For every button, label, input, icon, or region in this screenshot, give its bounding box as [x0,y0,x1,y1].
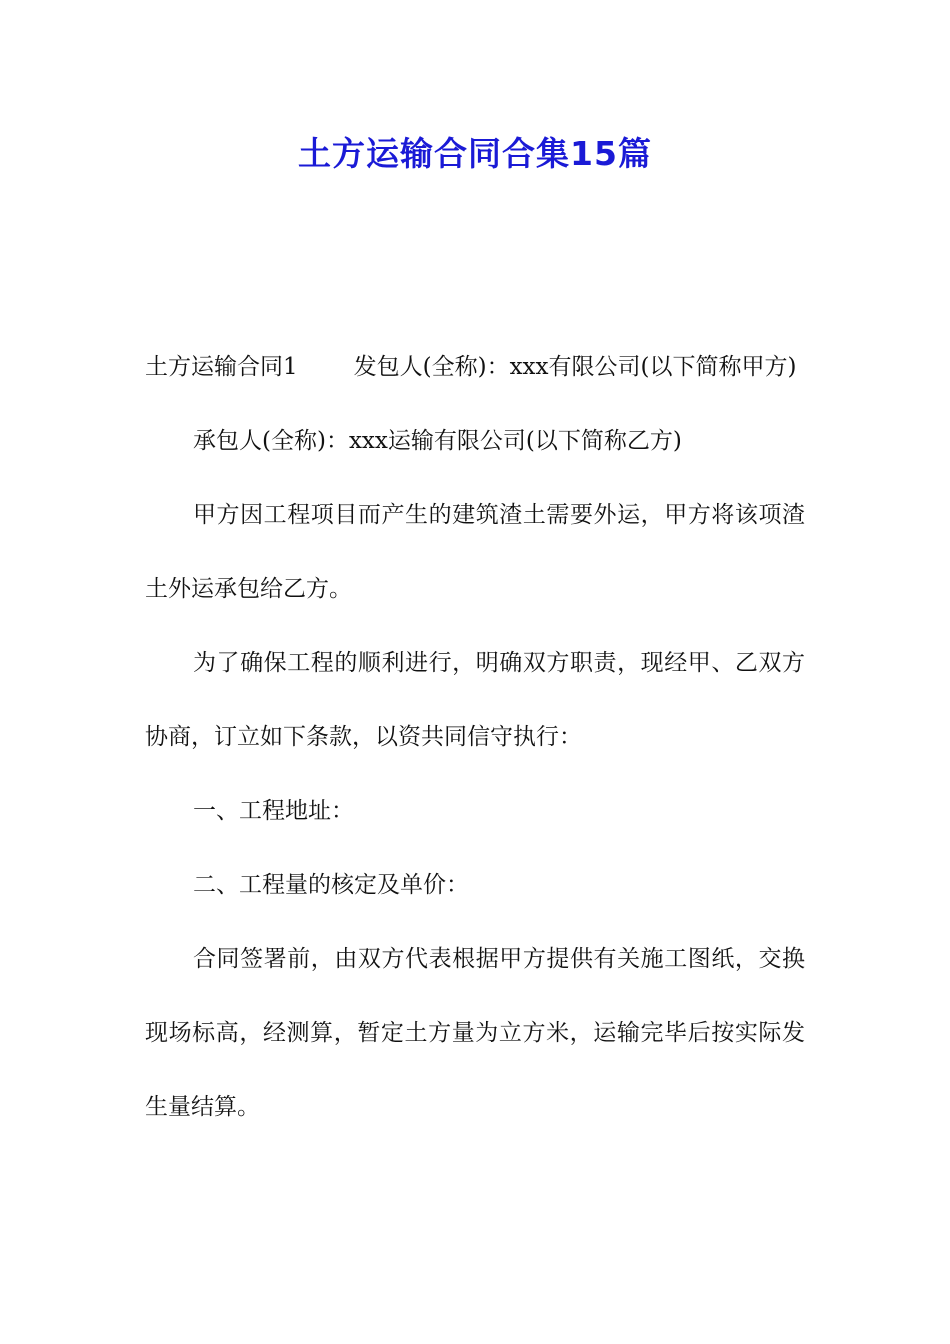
document-title: 土方运输合同合集15篇 [298,134,652,173]
paragraph: 一、工程地址： [193,798,354,824]
document-body [145,330,805,1144]
paragraph-first [145,330,805,404]
paragraph: 甲方因工程项目而产生的建筑渣土需要外运，甲方将该项渣土外运承包给乙方。 [145,502,805,602]
paragraph: 承包人(全称)：xxx运输有限公司(以下简称乙方) [193,428,682,454]
section-heading: 土方运输合同1 [145,354,298,380]
paragraph-text: 发包人(全称)：xxx有限公司(以下简称甲方) [353,354,797,380]
paragraph: 二、工程量的核定及单价： [193,872,469,898]
paragraph: 合同签署前，由双方代表根据甲方提供有关施工图纸，交换现场标高，经测算，暂定土方量为立方米，运输完毕后按实际发生量结算。 [145,946,805,1120]
paragraph: 为了确保工程的顺利进行，明确双方职责，现经甲、乙双方协商，订立如下条款，以资共同信守执行： [145,650,805,750]
